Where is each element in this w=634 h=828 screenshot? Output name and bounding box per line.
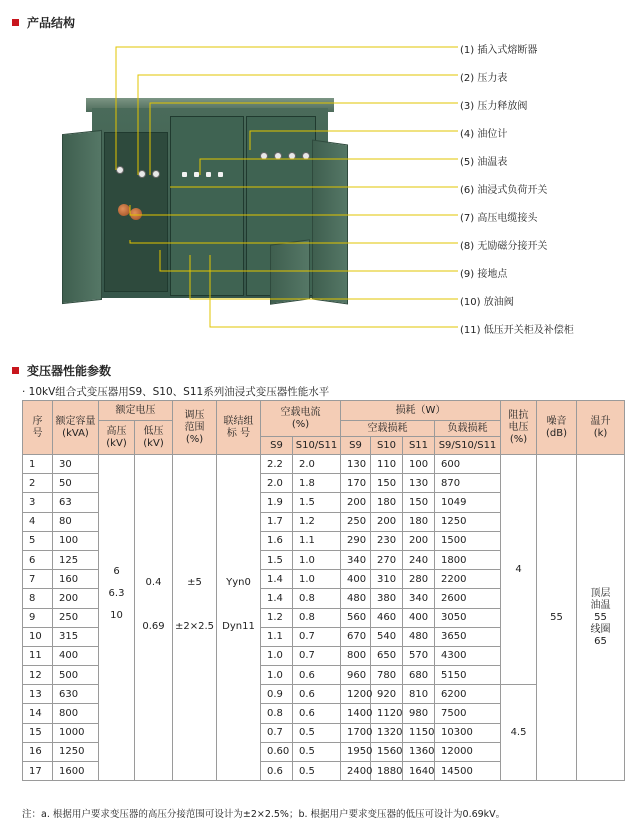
cell-value: 400 bbox=[341, 570, 371, 589]
performance-table bbox=[22, 400, 625, 781]
header-lv: 低压 (kV) bbox=[135, 421, 173, 455]
cell-seq: 15 bbox=[23, 723, 53, 742]
cell-value: 1.0 bbox=[293, 550, 341, 569]
cell-value: 1.5 bbox=[261, 550, 293, 569]
callout-11: (11) 低压开关柜及补偿柜 bbox=[460, 325, 574, 336]
cell-seq: 14 bbox=[23, 704, 53, 723]
cell-capacity: 50 bbox=[53, 474, 99, 493]
cell-value: 3050 bbox=[435, 608, 501, 627]
cell-value: 920 bbox=[371, 685, 403, 704]
cell-capacity: 800 bbox=[53, 704, 99, 723]
cell-value: 110 bbox=[371, 455, 403, 474]
cell-value: 0.7 bbox=[261, 723, 293, 742]
cell-value: 1.1 bbox=[261, 627, 293, 646]
cell-value: 1150 bbox=[403, 723, 435, 742]
cell-seq: 17 bbox=[23, 762, 53, 781]
header-s9-current: S9 bbox=[261, 437, 293, 455]
table-body bbox=[23, 455, 625, 781]
cell-value: 0.6 bbox=[261, 762, 293, 781]
cell-seq: 11 bbox=[23, 646, 53, 665]
cell-temp-merged: 顶层 油温 55 线圈 65 bbox=[577, 455, 625, 781]
cell-value: 1800 bbox=[435, 550, 501, 569]
cell-value: 0.5 bbox=[293, 723, 341, 742]
cell-seq: 7 bbox=[23, 570, 53, 589]
header-capacity: 额定容量 (kVA) bbox=[53, 401, 99, 455]
cell-seq: 10 bbox=[23, 627, 53, 646]
cell-seq: 1 bbox=[23, 455, 53, 474]
cell-value: 960 bbox=[341, 666, 371, 685]
header-s91011-loss: S9/S10/S11 bbox=[435, 437, 501, 455]
cell-value: 6200 bbox=[435, 685, 501, 704]
cell-capacity: 80 bbox=[53, 512, 99, 531]
cell-value: 12000 bbox=[435, 742, 501, 761]
cell-value: 1950 bbox=[341, 742, 371, 761]
cell-value: 1.8 bbox=[293, 474, 341, 493]
cell-value: 2600 bbox=[435, 589, 501, 608]
cell-capacity: 30 bbox=[53, 455, 99, 474]
table-header bbox=[23, 401, 625, 455]
transformer-compartment bbox=[170, 116, 244, 296]
cell-value: 200 bbox=[403, 531, 435, 550]
header-s11-loss: S11 bbox=[403, 437, 435, 455]
cell-capacity: 1000 bbox=[53, 723, 99, 742]
red-square-icon bbox=[12, 367, 19, 374]
cell-value: 150 bbox=[371, 474, 403, 493]
header-noload-loss: 空载损耗 bbox=[341, 421, 435, 437]
cell-value: 230 bbox=[371, 531, 403, 550]
cell-value: 100 bbox=[403, 455, 435, 474]
cell-value: 0.5 bbox=[293, 762, 341, 781]
cell-value: 1200 bbox=[341, 685, 371, 704]
cell-value: 400 bbox=[403, 608, 435, 627]
cell-seq: 8 bbox=[23, 589, 53, 608]
cell-value: 480 bbox=[341, 589, 371, 608]
callout-8: (8) 无励磁分接开关 bbox=[460, 241, 548, 252]
cell-value: 2.2 bbox=[261, 455, 293, 474]
cell-seq: 4 bbox=[23, 512, 53, 531]
cell-value: 1320 bbox=[371, 723, 403, 742]
cell-value: 1560 bbox=[371, 742, 403, 761]
cell-value: 0.7 bbox=[293, 646, 341, 665]
header-seq: 序 号 bbox=[23, 401, 53, 455]
cell-noise-merged: 55 bbox=[537, 455, 577, 781]
footnote: 注：a. 根据用户要求变压器的高压分接范围可设计为±2×2.5%；b. 根据用户要求变压器的低压可设计为0.69kV。 bbox=[22, 809, 506, 820]
cell-value: 1640 bbox=[403, 762, 435, 781]
cell-value: 310 bbox=[371, 570, 403, 589]
cell-value: 280 bbox=[403, 570, 435, 589]
header-s1011-current: S10/S11 bbox=[293, 437, 341, 455]
cell-value: 540 bbox=[371, 627, 403, 646]
callout-2: (2) 压力表 bbox=[460, 73, 508, 84]
cell-capacity: 200 bbox=[53, 589, 99, 608]
cell-value: 0.9 bbox=[261, 685, 293, 704]
meter-icon bbox=[288, 152, 296, 160]
cell-value: 1.4 bbox=[261, 570, 293, 589]
cabinet-right-door bbox=[270, 239, 310, 305]
section-product-structure bbox=[12, 14, 75, 31]
cable-connector-icon bbox=[118, 204, 130, 216]
cell-value: 600 bbox=[435, 455, 501, 474]
header-load-loss: 负载损耗 bbox=[435, 421, 501, 437]
cell-value: 1.0 bbox=[293, 570, 341, 589]
product-image bbox=[62, 92, 352, 310]
cell-value: 4300 bbox=[435, 646, 501, 665]
cell-capacity: 160 bbox=[53, 570, 99, 589]
header-loss: 损耗（W） bbox=[341, 401, 501, 421]
cell-value: 800 bbox=[341, 646, 371, 665]
meter-icon bbox=[302, 152, 310, 160]
cell-value: 180 bbox=[371, 493, 403, 512]
header-rated-voltage: 额定电压 bbox=[99, 401, 173, 421]
cell-hv-merged: 6 6.3 10 bbox=[99, 455, 135, 781]
indicator-icon bbox=[218, 172, 223, 177]
cell-value: 0.60 bbox=[261, 742, 293, 761]
cell-value: 1.2 bbox=[293, 512, 341, 531]
cell-vector-merged: Yyn0 Dyn11 bbox=[217, 455, 261, 781]
cell-capacity: 1250 bbox=[53, 742, 99, 761]
cell-value: 680 bbox=[403, 666, 435, 685]
indicator-icon bbox=[194, 172, 199, 177]
cell-value: 10300 bbox=[435, 723, 501, 742]
cell-value: 0.6 bbox=[293, 666, 341, 685]
cell-value: 290 bbox=[341, 531, 371, 550]
cell-value: 870 bbox=[435, 474, 501, 493]
cell-value: 980 bbox=[403, 704, 435, 723]
cell-value: 0.5 bbox=[293, 742, 341, 761]
cell-value: 1.4 bbox=[261, 589, 293, 608]
cell-value: 130 bbox=[341, 455, 371, 474]
section-title: 变压器性能参数 bbox=[27, 364, 112, 378]
indicator-icon bbox=[206, 172, 211, 177]
indicator-icon bbox=[182, 172, 187, 177]
cell-value: 200 bbox=[371, 512, 403, 531]
cell-seq: 2 bbox=[23, 474, 53, 493]
cell-value: 5150 bbox=[435, 666, 501, 685]
cell-value: 1700 bbox=[341, 723, 371, 742]
cell-value: 1.6 bbox=[261, 531, 293, 550]
table-subtitle: · 10kV组合式变压器用S9、S10、S11系列油浸式变压器性能水平 bbox=[22, 386, 330, 398]
cell-value: 1250 bbox=[435, 512, 501, 531]
section-performance-params bbox=[12, 362, 111, 379]
cell-capacity: 315 bbox=[53, 627, 99, 646]
header-noload-current: 空载电流 (%) bbox=[261, 401, 341, 437]
cell-capacity: 125 bbox=[53, 550, 99, 569]
header-impedance: 阻抗 电压 (%) bbox=[501, 401, 537, 455]
cabinet-far-right-door bbox=[312, 139, 348, 304]
cell-value: 2.0 bbox=[293, 455, 341, 474]
cell-value: 1880 bbox=[371, 762, 403, 781]
cell-value: 1.2 bbox=[261, 608, 293, 627]
cell-value: 3650 bbox=[435, 627, 501, 646]
cell-value: 180 bbox=[403, 512, 435, 531]
cell-value: 130 bbox=[403, 474, 435, 493]
cell-value: 1.0 bbox=[261, 646, 293, 665]
gauge-icon bbox=[116, 166, 124, 174]
header-noise: 噪音 (dB) bbox=[537, 401, 577, 455]
cell-value: 200 bbox=[341, 493, 371, 512]
cell-value: 2200 bbox=[435, 570, 501, 589]
cell-seq: 9 bbox=[23, 608, 53, 627]
cell-value: 14500 bbox=[435, 762, 501, 781]
callout-3: (3) 压力释放阀 bbox=[460, 101, 528, 112]
cable-connector-icon bbox=[130, 208, 142, 220]
header-vector-group: 联结组 标 号 bbox=[217, 401, 261, 455]
cell-seq: 6 bbox=[23, 550, 53, 569]
callout-6: (6) 油浸式负荷开关 bbox=[460, 185, 548, 196]
table-row bbox=[23, 455, 625, 474]
cell-capacity: 1600 bbox=[53, 762, 99, 781]
cell-value: 0.8 bbox=[293, 589, 341, 608]
cell-value: 340 bbox=[403, 589, 435, 608]
cell-value: 2400 bbox=[341, 762, 371, 781]
red-square-icon bbox=[12, 19, 19, 26]
cell-value: 1.0 bbox=[261, 666, 293, 685]
meter-icon bbox=[260, 152, 268, 160]
callout-4: (4) 油位计 bbox=[460, 129, 508, 140]
cell-value: 1.9 bbox=[261, 493, 293, 512]
section-title: 产品结构 bbox=[27, 16, 76, 30]
cell-value: 1.5 bbox=[293, 493, 341, 512]
cell-value: 670 bbox=[341, 627, 371, 646]
header-hv: 高压 (kV) bbox=[99, 421, 135, 455]
cell-value: 270 bbox=[371, 550, 403, 569]
cell-lv-merged: 0.4 0.69 bbox=[135, 455, 173, 781]
callout-7: (7) 高压电缆接头 bbox=[460, 213, 538, 224]
cell-value: 0.8 bbox=[293, 608, 341, 627]
cell-capacity: 63 bbox=[53, 493, 99, 512]
header-tap-range: 调压 范围 (%) bbox=[173, 401, 217, 455]
cell-value: 240 bbox=[403, 550, 435, 569]
cell-value: 1.1 bbox=[293, 531, 341, 550]
cell-impedance-2: 4.5 bbox=[501, 685, 537, 781]
gauge-icon bbox=[138, 170, 146, 178]
header-s10-loss: S10 bbox=[371, 437, 403, 455]
cell-value: 7500 bbox=[435, 704, 501, 723]
cell-value: 1400 bbox=[341, 704, 371, 723]
header-s9-loss: S9 bbox=[341, 437, 371, 455]
cell-value: 1120 bbox=[371, 704, 403, 723]
cell-seq: 13 bbox=[23, 685, 53, 704]
cell-value: 460 bbox=[371, 608, 403, 627]
cell-value: 380 bbox=[371, 589, 403, 608]
cell-impedance-1: 4 bbox=[501, 455, 537, 685]
cell-capacity: 500 bbox=[53, 666, 99, 685]
callout-10: (10) 放油阀 bbox=[460, 297, 514, 308]
gauge-icon bbox=[152, 170, 160, 178]
cell-value: 0.6 bbox=[293, 685, 341, 704]
cell-seq: 3 bbox=[23, 493, 53, 512]
cell-capacity: 100 bbox=[53, 531, 99, 550]
cell-capacity: 250 bbox=[53, 608, 99, 627]
cell-value: 150 bbox=[403, 493, 435, 512]
cell-value: 1500 bbox=[435, 531, 501, 550]
cell-value: 0.8 bbox=[261, 704, 293, 723]
cell-seq: 16 bbox=[23, 742, 53, 761]
cell-value: 480 bbox=[403, 627, 435, 646]
callout-9: (9) 接地点 bbox=[460, 269, 508, 280]
cell-value: 1360 bbox=[403, 742, 435, 761]
cell-value: 1049 bbox=[435, 493, 501, 512]
cell-value: 810 bbox=[403, 685, 435, 704]
cell-capacity: 400 bbox=[53, 646, 99, 665]
cell-seq: 5 bbox=[23, 531, 53, 550]
cell-value: 570 bbox=[403, 646, 435, 665]
meter-icon bbox=[274, 152, 282, 160]
header-temp-rise: 温升 (k) bbox=[577, 401, 625, 455]
cell-value: 170 bbox=[341, 474, 371, 493]
callout-1: (1) 插入式熔断器 bbox=[460, 45, 538, 56]
cell-value: 340 bbox=[341, 550, 371, 569]
cell-value: 650 bbox=[371, 646, 403, 665]
cell-value: 560 bbox=[341, 608, 371, 627]
cell-value: 0.7 bbox=[293, 627, 341, 646]
cell-tap-merged: ±5 ±2×2.5 bbox=[173, 455, 217, 781]
cell-value: 1.7 bbox=[261, 512, 293, 531]
cell-value: 780 bbox=[371, 666, 403, 685]
callout-5: (5) 油温表 bbox=[460, 157, 508, 168]
cell-capacity: 630 bbox=[53, 685, 99, 704]
cell-value: 0.6 bbox=[293, 704, 341, 723]
cell-value: 2.0 bbox=[261, 474, 293, 493]
cabinet-left-door bbox=[62, 130, 102, 304]
cell-seq: 12 bbox=[23, 666, 53, 685]
cell-value: 250 bbox=[341, 512, 371, 531]
